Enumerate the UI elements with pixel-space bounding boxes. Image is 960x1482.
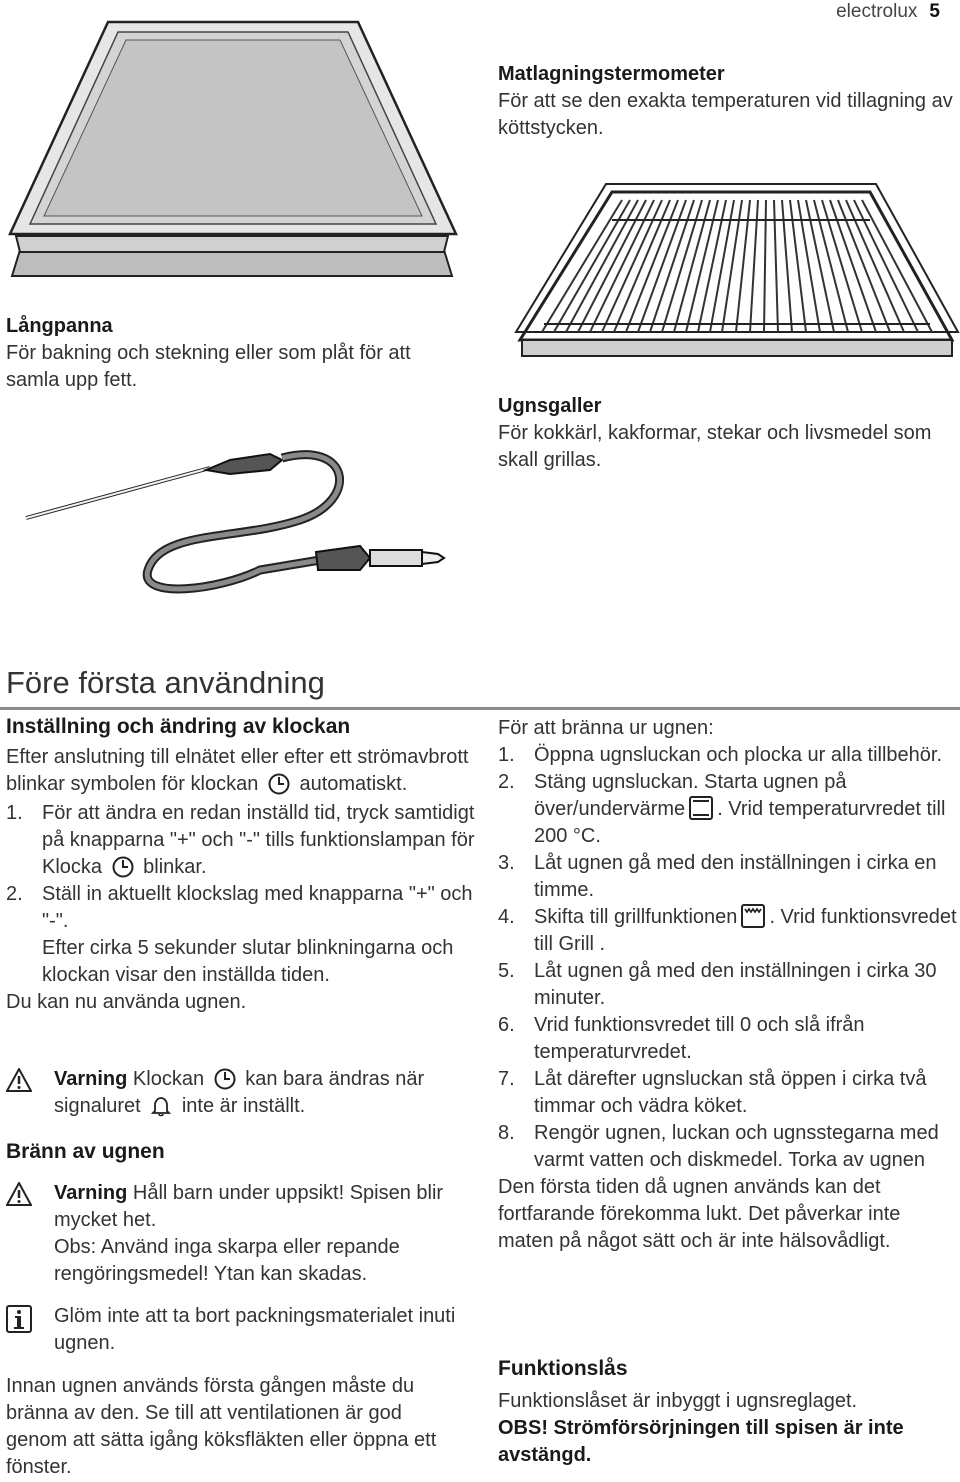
- step-number: 3.: [498, 852, 515, 874]
- clock-warning: [6, 1066, 466, 1120]
- step-number: 7.: [498, 1068, 515, 1090]
- warning-label: Varning: [54, 1068, 128, 1090]
- clock-step-2-extra: Efter cirka 5 sekunder slutar blinkningarna och klockan visar den inställda tiden.: [42, 937, 454, 986]
- clock-intro-text: Efter anslutning till elnätet eller efter ett strömavbrott blinkar symbolen för klockan: [6, 746, 469, 795]
- burn-step-text: Öppna ugnsluckan och plocka ur alla tillbehör.: [534, 744, 943, 766]
- clock-step-1-text: För att ändra en redan inställd tid, tryck samtidigt på knapparna "+" och "-" tills funktionslampan för Klocka: [42, 802, 475, 878]
- burn-step-6: [498, 1012, 960, 1066]
- page-header: [760, 0, 940, 24]
- thermometer-description: För att se den exakta temperaturen vid tillagning av köttstycken.: [498, 90, 953, 139]
- clock-warning-text: Klockan: [132, 1068, 205, 1090]
- burn-steps-section: [498, 715, 960, 1255]
- page-number: 5: [929, 1, 940, 22]
- warning-icon: [6, 1068, 32, 1092]
- lock-section: [498, 1355, 960, 1469]
- step-number: 4.: [498, 906, 515, 928]
- thermometer-title: Matlagningstermometer: [498, 63, 725, 85]
- burn-steps-heading: För att bränna ur ugnen:: [498, 717, 714, 739]
- bell-icon: [150, 1095, 172, 1117]
- burn-step-text: Skifta till grillfunktionen: [534, 906, 738, 928]
- burn-heading: Bränn av ugnen: [6, 1140, 165, 1163]
- burn-paragraph: Innan ugnen används första gången måste du bränna av den. Se till att ventilationen är god genom att sätta igång köksfläkten eller öppna ett fönster.: [6, 1375, 437, 1478]
- burn-step-text: Låt ugnen gå med den inställningen i cirka 30 minuter.: [534, 960, 937, 1009]
- step-number: 1.: [6, 802, 23, 824]
- burn-step-text: Stäng ugnsluckan. Starta ugnen på över/undervärme: [534, 771, 847, 820]
- clock-steps: [6, 800, 476, 989]
- burn-step-text: Låt därefter ugnsluckan stå öppen i cirka två timmar och vädra köket.: [534, 1068, 927, 1117]
- roasting-pan-title: Långpanna: [6, 315, 113, 337]
- info-note: [6, 1303, 468, 1357]
- burn-steps-list: [498, 742, 960, 1174]
- burn-warning-obs: Obs: Använd inga skarpa eller repande rengöringsmedel! Ytan kan skadas.: [54, 1236, 400, 1285]
- meat-thermometer-illustration: [20, 440, 450, 620]
- step-number: 2.: [6, 883, 23, 905]
- burn-step-text: . Vrid funktionsvredet till Grill .: [534, 906, 957, 955]
- lock-obs: OBS! Strömförsörjningen till spisen är inte avstängd.: [498, 1417, 904, 1466]
- step-number: 5.: [498, 960, 515, 982]
- brand-name: electrolux: [836, 1, 918, 22]
- clock-intro-end: automatiskt.: [299, 773, 408, 795]
- grill-rack-block: [498, 393, 960, 474]
- clock-icon: [214, 1068, 236, 1090]
- burn-step-text: Vrid funktionsvredet till 0 och slå ifrån temperaturvredet.: [534, 1014, 865, 1063]
- info-text: Glöm inte att ta bort packningsmaterialet inuti ugnen.: [54, 1305, 456, 1354]
- step-number: 1.: [498, 744, 515, 766]
- warning-label: Varning: [54, 1182, 128, 1204]
- top-bottom-heat-icon: [689, 796, 713, 820]
- step-number: 2.: [498, 771, 515, 793]
- clock-icon: [112, 856, 134, 878]
- grill-rack-illustration: [514, 180, 960, 380]
- burn-step-8: [498, 1120, 960, 1174]
- info-icon: [6, 1305, 32, 1333]
- burn-step-1: [498, 742, 960, 769]
- clock-section: [6, 713, 476, 1016]
- step-number: 6.: [498, 1014, 515, 1036]
- roasting-pan-block: [6, 313, 466, 394]
- lock-heading: Funktionslås: [498, 1357, 628, 1380]
- clock-done: Du kan nu använda ugnen.: [6, 991, 247, 1013]
- burn-step-2: [498, 769, 960, 850]
- roasting-pan-description: För bakning och stekning eller som plåt för att samla upp fett.: [6, 342, 411, 391]
- section-title: Före första användning: [6, 665, 325, 700]
- clock-intro: [6, 744, 476, 798]
- burn-step-5: [498, 958, 960, 1012]
- burn-step-7: [498, 1066, 960, 1120]
- burn-step-text: . Vrid temperaturvredet till: [717, 798, 946, 820]
- clock-step-1-end: blinkar.: [143, 856, 207, 878]
- burn-warning: [6, 1180, 466, 1288]
- clock-step-1: [6, 800, 476, 881]
- clock-icon: [268, 773, 290, 795]
- lock-text: Funktionslåset är inbyggt i ugnsreglaget.: [498, 1390, 858, 1412]
- thermometer-block: [498, 61, 953, 142]
- clock-step-2: [6, 881, 476, 989]
- burn-step-temp: 200 °C.: [534, 825, 601, 847]
- burn-step-text: Rengör ugnen, luckan och ugnsstegarna med varmt vatten och diskmedel. Torka av ugnen: [534, 1122, 939, 1171]
- roasting-pan-illustration: [6, 10, 458, 300]
- clock-warning-text-3: inte är inställt.: [181, 1095, 306, 1117]
- grill-rack-title: Ugnsgaller: [498, 395, 602, 417]
- section-divider: [0, 707, 960, 710]
- step-number: 8.: [498, 1122, 515, 1144]
- burn-step-4: [498, 904, 960, 958]
- grill-rack-description: För kokkärl, kakformar, stekar och livsmedel som skall grillas.: [498, 422, 932, 471]
- burn-steps-after: Den första tiden då ugnen används kan det fortfarande förekomma lukt. Det påverkar inte maten på något sätt och är inte hälsovådligt.: [498, 1176, 901, 1252]
- burn-step-text: Låt ugnen gå med den inställningen i cirka en timme.: [534, 852, 937, 901]
- clock-heading: Inställning och ändring av klockan: [6, 715, 351, 738]
- burn-warning-text: Håll barn under uppsikt! Spisen blir mycket het.: [54, 1182, 444, 1231]
- grill-function-icon: [741, 904, 765, 928]
- burn-step-3: [498, 850, 960, 904]
- warning-icon: [6, 1182, 32, 1206]
- clock-warning-text-2: kan bara ändras när signaluret: [54, 1068, 425, 1117]
- clock-step-2-text: Ställ in aktuellt klockslag med knapparna "+" och "-".: [42, 883, 473, 932]
